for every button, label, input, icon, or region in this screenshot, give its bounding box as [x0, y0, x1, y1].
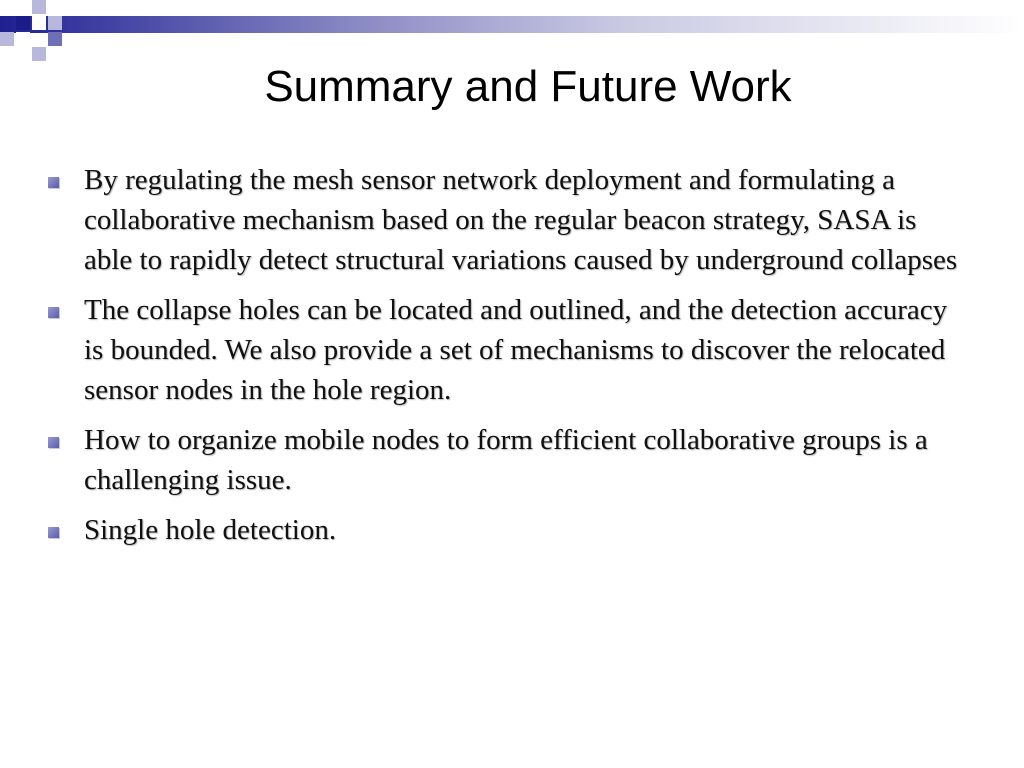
bullet-list	[46, 160, 966, 560]
decor-square	[0, 32, 14, 46]
decor-square	[32, 0, 46, 14]
bullet-item	[46, 290, 966, 410]
decor-square	[48, 32, 62, 46]
bullet-item	[46, 160, 966, 280]
decor-square	[16, 16, 30, 30]
decor-square	[16, 32, 30, 46]
bullet-text: By regulating the mesh sensor network deployment and formulating a collaborative mechanism based on the regular beacon strategy, SASA is able to rapidly detect structural variations caused by underground collapses	[84, 164, 958, 276]
bullet-text: The collapse holes can be located and outlined, and the detection accuracy is bounded. We also provide a set of mechanisms to discover the relocated sensor nodes in the hole region.	[84, 294, 948, 406]
decor-square	[32, 47, 46, 61]
square-bullet-icon	[48, 437, 59, 448]
square-bullet-icon	[48, 527, 59, 538]
decor-square	[32, 16, 46, 30]
square-bullet-icon	[48, 307, 59, 318]
decor-square	[48, 16, 62, 30]
slide-title: Summary and Future Work	[264, 62, 792, 111]
bullet-text: Single hole detection.	[84, 514, 337, 546]
square-bullet-icon	[48, 177, 59, 188]
bullet-text: How to organize mobile nodes to form efficient collaborative groups is a challenging issue.	[84, 424, 928, 496]
header-gradient-band	[0, 16, 1024, 33]
bullet-item	[46, 420, 966, 500]
bullet-item	[46, 510, 966, 550]
